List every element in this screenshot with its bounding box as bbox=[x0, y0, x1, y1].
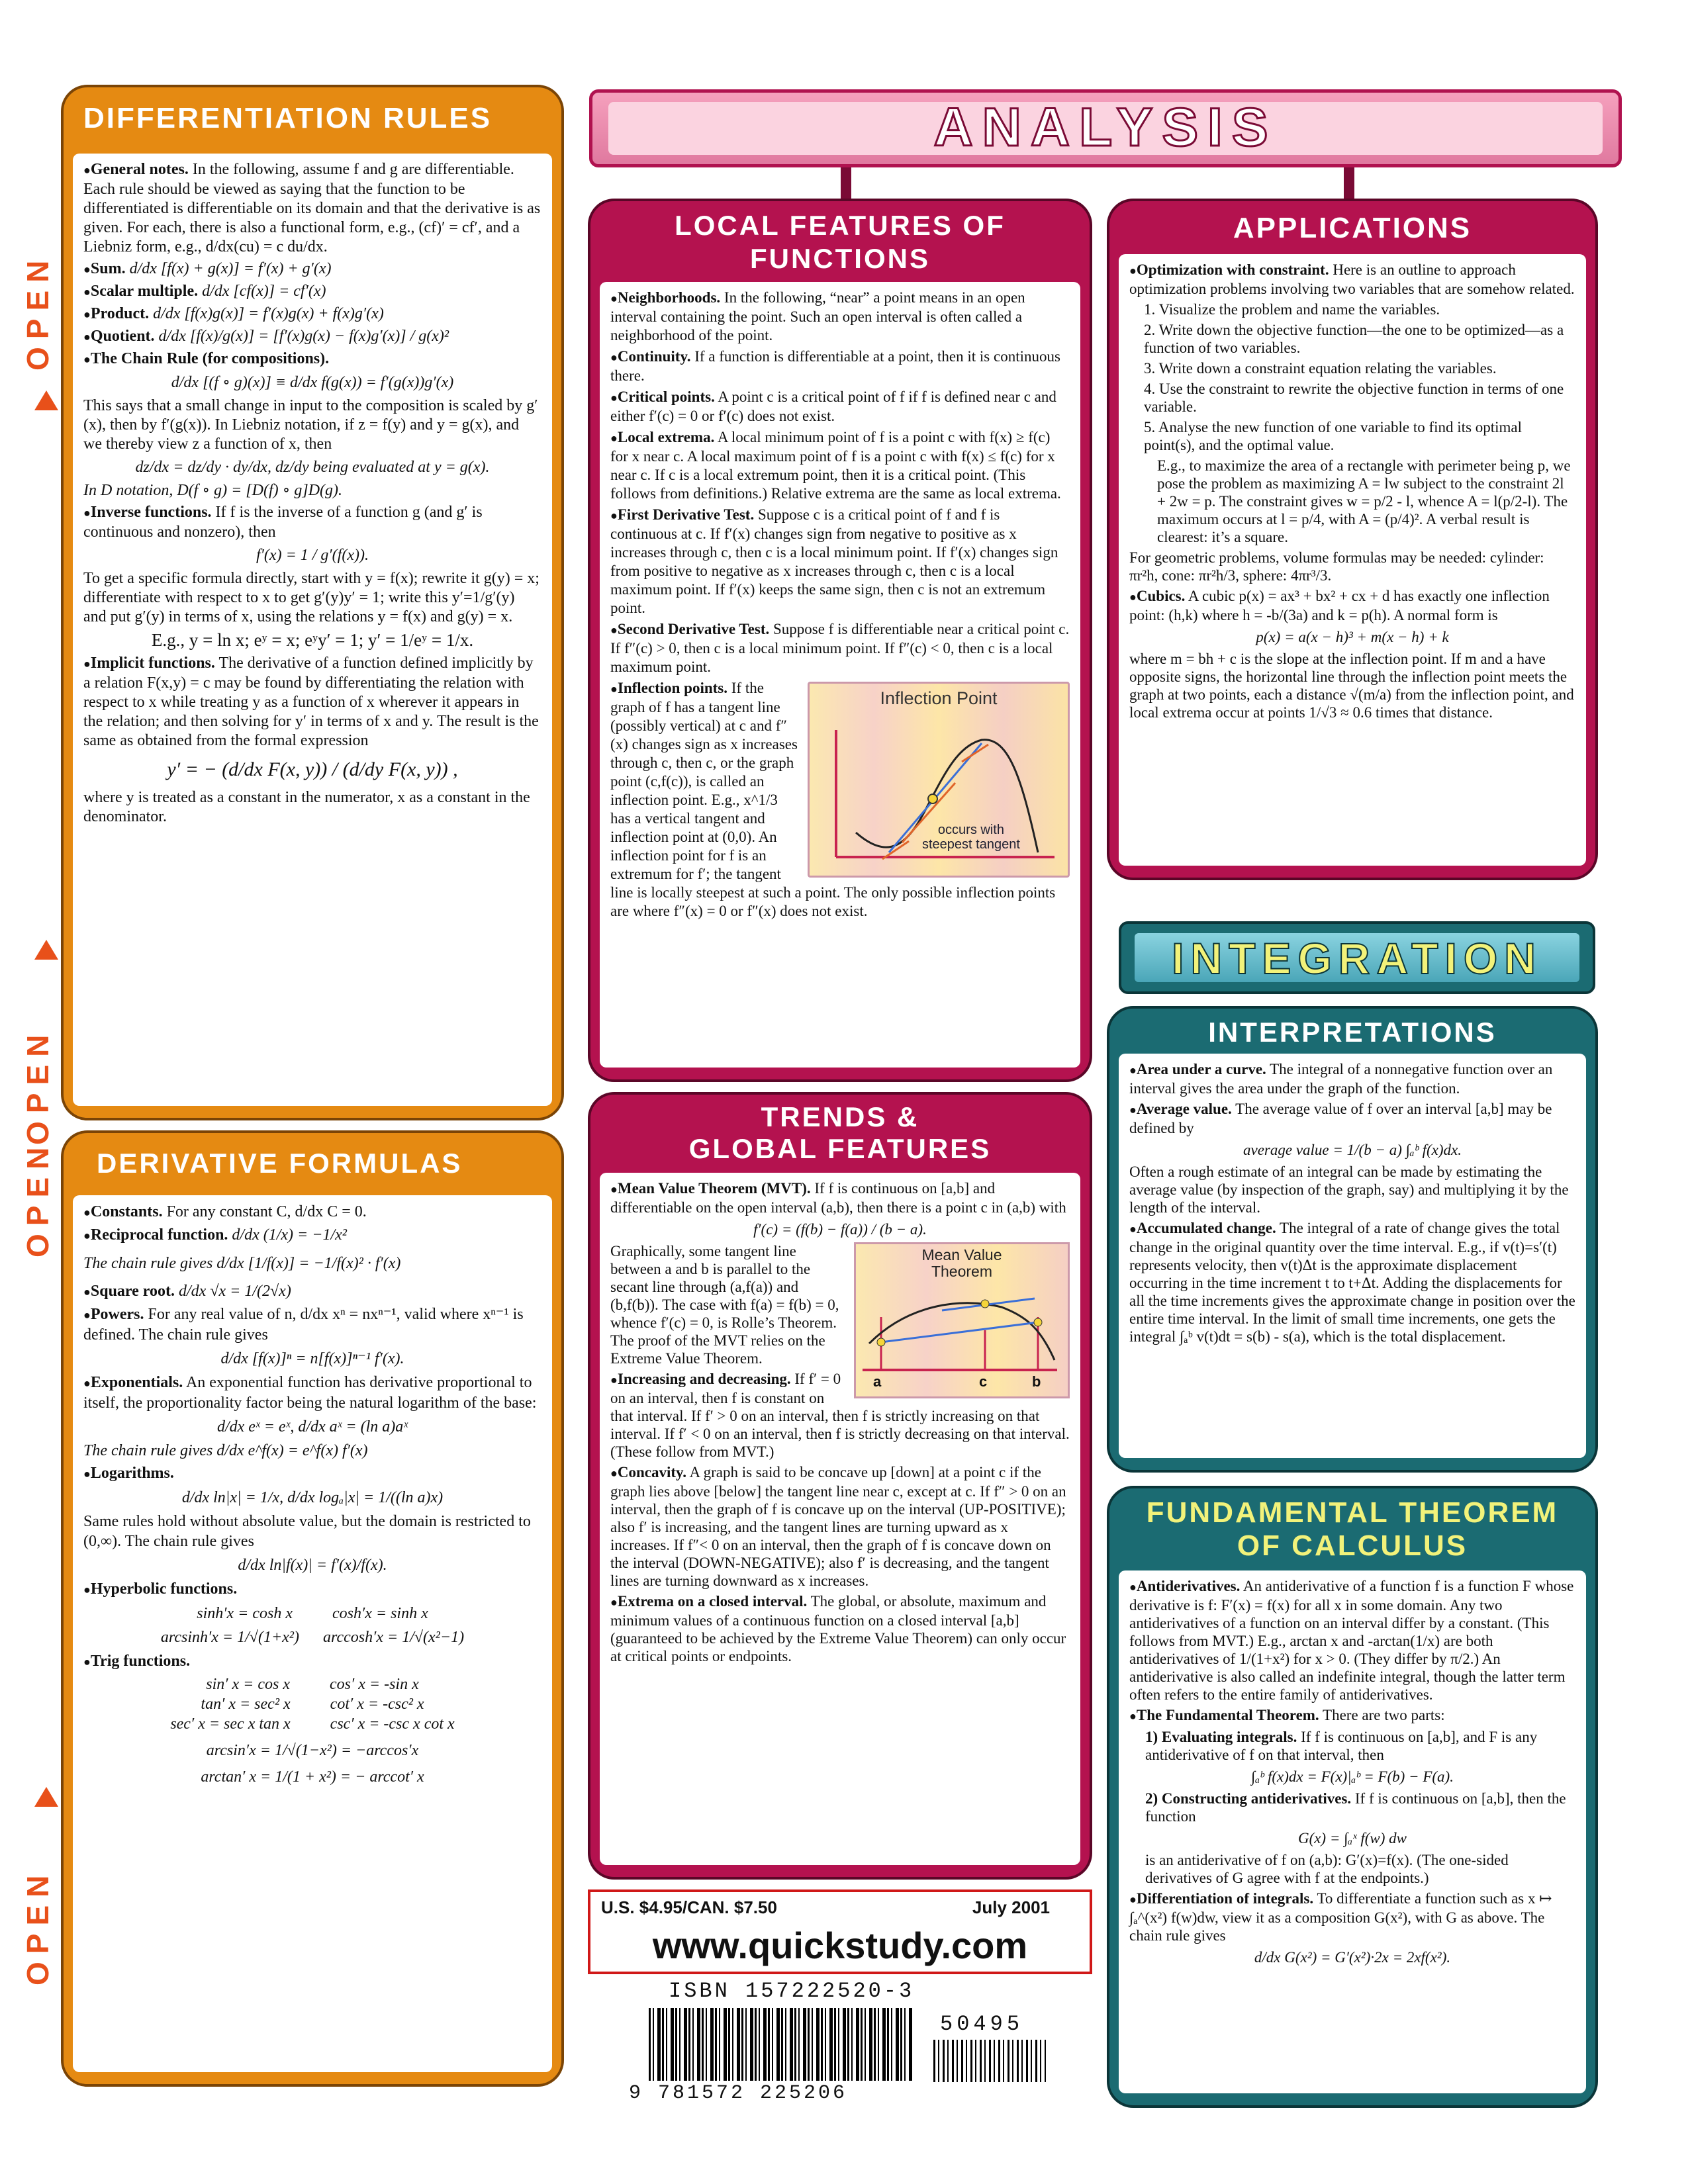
panel-title-1: TRENDS & bbox=[761, 1101, 919, 1132]
inverse-eq: f′(x) = 1 / g′(f(x)). bbox=[256, 547, 369, 564]
scalar-eq: d/dx [cf(x)] = cf′(x) bbox=[202, 283, 326, 300]
open-label-3: OPEN bbox=[21, 1139, 55, 1257]
open-arrow-icon-2 bbox=[34, 940, 58, 960]
mvt-head: Mean Value Theorem (MVT). bbox=[617, 1180, 811, 1197]
mvt-figure bbox=[854, 1242, 1070, 1398]
panel-title-1: LOCAL FEATURES OF bbox=[675, 210, 1006, 241]
critical-points-head: Critical points. bbox=[617, 388, 715, 405]
interpretations-panel bbox=[1107, 1006, 1598, 1473]
sqrt-head: Square root. bbox=[90, 1283, 175, 1300]
open-arrow-icon-1 bbox=[34, 390, 58, 410]
analysis-banner bbox=[589, 89, 1622, 167]
mvt-figure-title-1: Mean Value bbox=[921, 1246, 1002, 1263]
inverse-example: E.g., y = ln x; eʸ = x; eʸy′ = 1; y′ = 1/eʸ = 1/x. bbox=[151, 630, 474, 650]
step-2: 2. Write down the objective function—the one to be optimized—as a function of two variables. bbox=[1144, 322, 1564, 356]
barcode-addon: 50495 bbox=[940, 2012, 1024, 2036]
neighborhoods-head: Neighborhoods. bbox=[617, 289, 721, 306]
price-box bbox=[588, 1889, 1092, 1974]
implicit-eq: y′ = − (d/dx F(x, y)) / (d/dy F(x, y)) , bbox=[167, 758, 458, 780]
area-text: The integral of a nonnegative function over an interval gives the area under the graph of the function. bbox=[1129, 1061, 1553, 1097]
continuity-text: If a function is differentiable at a point, then it is continuous there. bbox=[610, 348, 1060, 384]
powers-eq: d/dx [f(x)]ⁿ = n[f(x)]ⁿ⁻¹ f′(x). bbox=[220, 1350, 404, 1367]
sum-eq: d/dx [f(x) + g(x)] = f′(x) + g′(x) bbox=[129, 260, 332, 277]
part1-text: If f is continuous on [a,b], and F is any antiderivative of f on that interval, then bbox=[1145, 1729, 1538, 1763]
connector bbox=[841, 167, 851, 201]
scalar-head: Scalar multiple. bbox=[90, 283, 199, 300]
inflection-caption-1: occurs with bbox=[937, 823, 1004, 837]
accumulated-change-head: Accumulated change. bbox=[1136, 1220, 1276, 1236]
inflection-figure-title: Inflection Point bbox=[880, 688, 998, 708]
area-head: Area under a curve. bbox=[1136, 1061, 1266, 1077]
trig-1: sin′ x = cos x cos′ x = -sin x bbox=[206, 1676, 419, 1693]
trig-head: Trig functions. bbox=[90, 1653, 191, 1670]
fundamental-theorem-text: There are two parts: bbox=[1323, 1707, 1445, 1723]
step-4: 4. Use the constraint to rewrite the objective function in terms of one variable. bbox=[1144, 381, 1564, 415]
exp-head: Exponentials. bbox=[90, 1374, 183, 1391]
inverse-text2: To get a specific formula directly, start with y = f(x); rewrite it g(y) = x; differentiate with respect to x to get g′(y)y′ = 1; write this y′=1/g′(y) and put g′(y) in terms of x, using the relations y = f(x) and g(y) = x. bbox=[83, 570, 539, 625]
integration-banner bbox=[1119, 921, 1595, 994]
derivative-formulas-panel bbox=[61, 1130, 564, 2087]
implicit-text: The derivative of a function defined implicitly by a relation F(x,y) = c may be found by differentiating the relation with respect to x while treating y as a function of x wherever it appears in the relation; and then solving for y′ in terms of x and y. The result is the same as obtained from the formal expression bbox=[83, 655, 539, 749]
step-5: 5. Analyse the new function of one variable to find its optimal point(s), and the optimal value. bbox=[1144, 419, 1523, 453]
product-head: Product. bbox=[90, 305, 150, 322]
reciprocal-eq: d/dx (1/x) = −1/x² bbox=[232, 1226, 347, 1244]
constants-text: For any constant C, d/dx C = 0. bbox=[166, 1203, 367, 1220]
panel-title-2: OF CALCULUS bbox=[1237, 1529, 1468, 1562]
fundamental-theorem-head: The Fundamental Theorem. bbox=[1136, 1707, 1319, 1723]
inverse-head: Inverse functions. bbox=[90, 504, 212, 521]
barcode-icon bbox=[649, 2008, 914, 2081]
open-label-1: OPEN bbox=[21, 252, 55, 371]
log-text: Same rules hold without absolute value, but the domain is restricted to (0,∞). The chain rule gives bbox=[83, 1513, 531, 1550]
concavity-text: A graph is said to be concave up [down] at a point c if the graph lies above [below] the tangent line near c, except at c. If f″ > 0 on an interval, then the graph of f is concave up on the interval (UP-POSITIVE); also f′ is increasing, and the tangent lines are turning upward as x increases. If f″< 0 on an interval, then the graph of f is concave down on the interval (DOWN-NEGATIVE); also f′ is decreasing, and the tangent lines are turning downward as x increases. bbox=[610, 1464, 1066, 1589]
open-arrow-icon-3 bbox=[34, 1787, 58, 1807]
differentiation-rules-panel bbox=[61, 85, 564, 1120]
open-label-4: OPEN bbox=[21, 1867, 55, 1985]
part2-head: 2) Constructing antiderivatives. bbox=[1145, 1790, 1352, 1807]
first-derivative-text: Suppose c is a critical point of f and f is continuous at c. If f′(x) changes sign from negative to positive as x increases through c, then c is a local minimum point. If f′(x) changes sign from positive to negative as x increases through c, then c is a local maximum point. If f′(x) keeps the same sign, then c is not an extremum point. bbox=[610, 506, 1058, 616]
quotient-eq: d/dx [f(x)/g(x)] = [f′(x)g(x) − f(x)g′(x)] / g(x)² bbox=[158, 328, 449, 345]
trig-3: sec′ x = sec x tan x csc′ x = -csc x cot x bbox=[170, 1715, 455, 1733]
part1-head: 1) Evaluating integrals. bbox=[1145, 1729, 1297, 1745]
inverse-text: If f is the inverse of a function g (and g′ is continuous and nonzero), then bbox=[83, 504, 483, 541]
barcode-addon-icon bbox=[933, 2040, 1046, 2082]
panel-title: INTERPRETATIONS bbox=[1208, 1017, 1497, 1048]
average-value-text: The average value of f over an interval [a,b] may be defined by bbox=[1129, 1101, 1552, 1136]
mvt-label-a: a bbox=[873, 1373, 882, 1390]
panel-title: APPLICATIONS bbox=[1233, 212, 1472, 244]
open-label-2: OPEN bbox=[21, 1026, 55, 1145]
website-link[interactable]: www.quickstudy.com bbox=[652, 1925, 1028, 1966]
applications-panel bbox=[1107, 199, 1598, 880]
part2-eq: G(x) = ∫ₐˣ f(w) dw bbox=[1297, 1830, 1407, 1846]
quotient-head: Quotient. bbox=[90, 328, 155, 345]
product-eq: d/dx [f(x)g(x)] = f′(x)g(x) + f(x)g′(x) bbox=[153, 305, 384, 322]
optimization-example: E.g., to maximize the area of a rectangle with perimeter being p, we pose the problem as maximizing A = lw subject to the constraint 2l + 2w = p. The constraint gives w = p/2 - l, whence A = l(p/2-l). The maximum occurs at l = p/4, with A = (p/4)². A verbal result is clearest: it’s a square. bbox=[1157, 457, 1571, 545]
antiderivatives-text: An antiderivative of a function f is a function F whose derivative is f: F′(x) = f(x) for all x in some domain. Any two antiderivatives of a function on an interval differ by a constant. (This follows from MVT.) E.g., arctan x and -arctan(1/x) are both antiderivatives of 1/(1+x²) for x > 0. (They differ by π/2.) An antiderivative is also called an indefinite integral, though the latter term often refers to the entire family of antiderivatives. bbox=[1129, 1578, 1574, 1703]
panel-title-2: FUNCTIONS bbox=[750, 243, 930, 274]
implicit-text2: where y is treated as a constant in the numerator, x as a constant in the denominator. bbox=[83, 789, 530, 825]
inflection-head: Inflection points. bbox=[617, 680, 728, 696]
reciprocal-head: Reciprocal function. bbox=[90, 1226, 228, 1244]
chain-text: This says that a small change in input to the composition is scaled by g′(x), then by f′(g(x)). In Liebniz notation, if z = f(y) and y = g(x), and we thereby view z a function of x, then bbox=[83, 397, 538, 453]
ftc-panel bbox=[1107, 1486, 1598, 2108]
barcode-area bbox=[629, 1979, 1079, 2105]
second-derivative-text: Suppose f is differentiable near a critical point c. If f″(c) > 0, then c is a local minimum point. If f″(c) < 0, then c is a local maximum point. bbox=[610, 621, 1070, 675]
step-1: 1. Visualize the problem and name the variables. bbox=[1144, 301, 1440, 318]
log-eq: d/dx ln|x| = 1/x, d/dx logₐ|x| = 1/((ln a)x) bbox=[181, 1489, 444, 1506]
trends-panel bbox=[588, 1092, 1092, 1880]
implicit-head: Implicit functions. bbox=[90, 655, 215, 672]
reciprocal-chain: The chain rule gives d/dx [1/f(x)] = −1/f(x)² · f′(x) bbox=[83, 1255, 401, 1272]
cubics-eq: p(x) = a(x − h)³ + m(x − h) + k bbox=[1256, 629, 1449, 645]
sqrt-eq: d/dx √x = 1/(2√x) bbox=[179, 1283, 291, 1300]
hyperbolic-1: sinh′x = cosh x cosh′x = sinh x bbox=[197, 1605, 428, 1622]
powers-text: For any real value of n, d/dx xⁿ = nxⁿ⁻¹, valid where xⁿ⁻¹ is defined. The chain rule gives bbox=[83, 1306, 524, 1343]
trig-4: arcsin′x = 1/√(1−x²) = −arccos′x bbox=[206, 1742, 419, 1759]
optimization-text: Here is an outline to approach optimization problems involving two variables that are somehow related. bbox=[1129, 261, 1575, 297]
chain-head: The Chain Rule (for compositions). bbox=[90, 350, 330, 367]
price-text: U.S. $4.95/CAN. $7.50 bbox=[601, 1897, 777, 1917]
inflection-text: If the graph of f has a tangent line (possibly vertical) at c and f″(x) changes sign as x increases through c, then c, or the graph point (c,f(c)), is called an inflection point. E.g., x^1/3 has a vertical tangent and inflection point at (0,0). An inflection point for f is an extremum for f′; the tangent line is locally steepest at such a point. The only possible inflection points are where f″(x) = 0 or f″(x) does not exist. bbox=[610, 680, 1056, 919]
local-extrema-head: Local extrema. bbox=[617, 429, 715, 445]
panel-title-1: FUNDAMENTAL THEOREM bbox=[1146, 1496, 1559, 1529]
sum-head: Sum. bbox=[90, 260, 126, 277]
optimization-head: Optimization with constraint. bbox=[1136, 261, 1329, 278]
integration-title: INTEGRATION bbox=[1172, 934, 1542, 983]
connector bbox=[1344, 167, 1354, 201]
antiderivatives-head: Antiderivatives. bbox=[1136, 1578, 1241, 1594]
part2-text: If f is continuous on [a,b], then the function bbox=[1145, 1790, 1566, 1825]
mvt-text: If f is continuous on [a,b] and differentiable on the open interval (a,b), then there is a point c in (a,b) with bbox=[610, 1180, 1066, 1216]
step-3: 3. Write down a constraint equation relating the variables. bbox=[1144, 360, 1497, 377]
inflection-caption-2: steepest tangent bbox=[922, 837, 1020, 852]
diff-integrals-head: Differentiation of integrals. bbox=[1136, 1890, 1314, 1907]
trig-2: tan′ x = sec² x cot′ x = -csc² x bbox=[201, 1696, 424, 1713]
inflection-figure bbox=[808, 682, 1070, 878]
extrema-closed-head: Extrema on a closed interval. bbox=[617, 1593, 808, 1610]
hyperbolic-head: Hyperbolic functions. bbox=[90, 1580, 238, 1598]
mvt-graph bbox=[856, 1244, 1064, 1392]
exp-chain: The chain rule gives d/dx e^f(x) = e^f(x) f′(x) bbox=[83, 1442, 368, 1459]
part2-text2: is an antiderivative of f on (a,b): G′(x)=f(x). (The one-sided derivatives of G agree with f at the endpoints.) bbox=[1145, 1852, 1509, 1886]
cubics-text2: where m = bh + c is the slope at the inflection point. If m and a have opposite signs, the horizontal line through the inflection point meets the graph at two points, each a distance √(m/a) from the inflection point, and local extrema occur at points 1/√3 ≈ 0.6 times that distance. bbox=[1129, 651, 1574, 721]
chain-eq: d/dx [(f ∘ g)(x)] ≡ d/dx f(g(x)) = f′(g(x))g′(x) bbox=[171, 374, 454, 391]
first-derivative-head: First Derivative Test. bbox=[617, 506, 755, 523]
barcode-digits: 9 781572 225206 bbox=[629, 2082, 848, 2105]
log-chain: d/dx ln|f(x)| = f′(x)/f(x). bbox=[238, 1557, 387, 1574]
panel-title: DIFFERENTIATION RULES bbox=[83, 102, 492, 134]
general-notes-head: General notes. bbox=[90, 161, 189, 178]
diff-integrals-eq: d/dx G(x²) = G′(x²)·2x = 2xf(x²). bbox=[1254, 1949, 1451, 1966]
analysis-title: ANALYSIS bbox=[933, 97, 1278, 158]
exp-eq: d/dx eˣ = eˣ, d/dx aˣ = (ln a)aˣ bbox=[216, 1418, 408, 1435]
concavity-head: Concavity. bbox=[617, 1464, 687, 1480]
volume-formulas: For geometric problems, volume formulas may be needed: cylinder: πr²h, cone: πr²h/3, sphere: 4πr³/3. bbox=[1129, 549, 1544, 584]
incdec-head: Increasing and decreasing. bbox=[617, 1371, 791, 1387]
isbn-text: ISBN 157222520-3 bbox=[669, 1979, 915, 2003]
average-value-head: Average value. bbox=[1136, 1101, 1232, 1117]
panel-title: DERIVATIVE FORMULAS bbox=[97, 1148, 463, 1179]
incdec-text: If f′ = 0 on an interval, then f is constant on that interval. If f′ > 0 on an interval, then f is strictly increasing on that interval. If f′ < 0 on an interval, then f is strictly decreasing on that interval. (These follow from MVT.) bbox=[610, 1371, 1070, 1460]
mvt-text2: Graphically, some tangent line between a and b is parallel to the secant line through (a,f(a)) and (b,f(b)). The case with f(a) = f(b) = 0, whence f′(c) = 0, is Rolle’s Theorem. The proof of the MVT relies on the Extreme Value Theorem. bbox=[610, 1243, 839, 1367]
mvt-label-b: b bbox=[1032, 1373, 1041, 1390]
panel-title-2: GLOBAL FEATURES bbox=[688, 1133, 992, 1164]
hyperbolic-2: arcsinh′x = 1/√(1+x²) arccosh′x = 1/√(x²−1) bbox=[160, 1629, 465, 1646]
extrema-closed-text: The global, or absolute, maximum and minimum values of a continuous function on a closed interval [a,b] (guaranteed to be achieved by the Extreme Value Theorem) can only occur at critical points or endpoints. bbox=[610, 1593, 1066, 1664]
cubics-head: Cubics. bbox=[1136, 588, 1186, 604]
log-head: Logarithms. bbox=[90, 1465, 174, 1482]
mvt-eq: f′(c) = (f(b) − f(a)) / (b − a). bbox=[753, 1221, 927, 1238]
local-features-panel bbox=[588, 199, 1092, 1082]
chain-leibniz: dz/dx = dz/dy · dy/dx, dz/dy being evaluated at y = g(x). bbox=[135, 459, 490, 476]
local-extrema-text: A local minimum point of f is a point c with f(x) ≥ f(c) for x near c. A local maximum point of f is a point c with f(x) ≤ f(c) for x near c. If c is a local extremum point, then it is a critical point. (This follows from definitions.) Relative extrema are the same as local extrema. bbox=[610, 429, 1061, 502]
chain-d-notation: In D notation, D(f ∘ g) = [D(f) ∘ g]D(g). bbox=[83, 482, 343, 499]
critical-points-text: A point c is a critical point of f if f is defined near c and either f′(c) = 0 or f′(c) does not exist. bbox=[610, 388, 1056, 424]
constants-head: Constants. bbox=[90, 1203, 163, 1220]
trig-5: arctan′ x = 1/(1 + x²) = − arccot′ x bbox=[201, 1768, 424, 1786]
cubics-text: A cubic p(x) = ax³ + bx² + cx + d has exactly one inflection point: (h,k) where h = -b/(3a) and k = p(h). A normal form is bbox=[1129, 588, 1550, 623]
second-derivative-head: Second Derivative Test. bbox=[617, 621, 770, 637]
exp-text: An exponential function has derivative proportional to itself, the proportionality factor being the natural logarithm of the base: bbox=[83, 1374, 537, 1412]
mvt-figure-title-2: Theorem bbox=[931, 1263, 993, 1280]
part1-eq: ∫ₐᵇ f(x)dx = F(x)|ₐᵇ = F(b) − F(a). bbox=[1251, 1768, 1454, 1785]
mvt-label-c: c bbox=[979, 1373, 988, 1390]
neighborhoods-text: In the following, “near” a point means in an open interval containing the point. Such an open interval is often called a neighborhood of the point. bbox=[610, 289, 1025, 343]
accumulated-change-text: The integral of a rate of change gives the total change in the original quantity over the time interval. E.g., if v(t)=s′(t) represents velocity, then v(t)Δt is the approximate displacement occurring in the time increment t to t+Δt. Adding the displacements for all the time increments gives the approximate change in position over the entire time interval. In the limit of small time increments, one gets the integral ∫ₐᵇ v(t)dt = s(b) - s(a), which is the total displacement. bbox=[1129, 1220, 1575, 1345]
average-value-text2: Often a rough estimate of an integral can be made by estimating the average value (by inspection of the graph, say) and multiplying it by the length of the interval. bbox=[1129, 1163, 1569, 1216]
date-text: July 2001 bbox=[972, 1897, 1050, 1917]
powers-head: Powers. bbox=[90, 1306, 144, 1323]
general-notes-text: In the following, assume f and g are differentiable. Each rule should be viewed as saying that the function to be differentiated is differentiable on its domain and that the derivative is as given. For each, there is also a functional form, e.g., (cf)′ = cf′, and a Liebniz form, e.g., d/dx(cu) = c du/dx. bbox=[83, 161, 541, 255]
average-value-eq: average value = 1/(b − a) ∫ₐᵇ f(x)dx. bbox=[1243, 1142, 1462, 1158]
continuity-head: Continuity. bbox=[617, 348, 691, 365]
diff-integrals-text: To differentiate a function such as x ↦ ∫ₐ^(x²) f(w)dw, view it as a composition G(x²), with G as above. The chain rule gives bbox=[1129, 1890, 1552, 1944]
